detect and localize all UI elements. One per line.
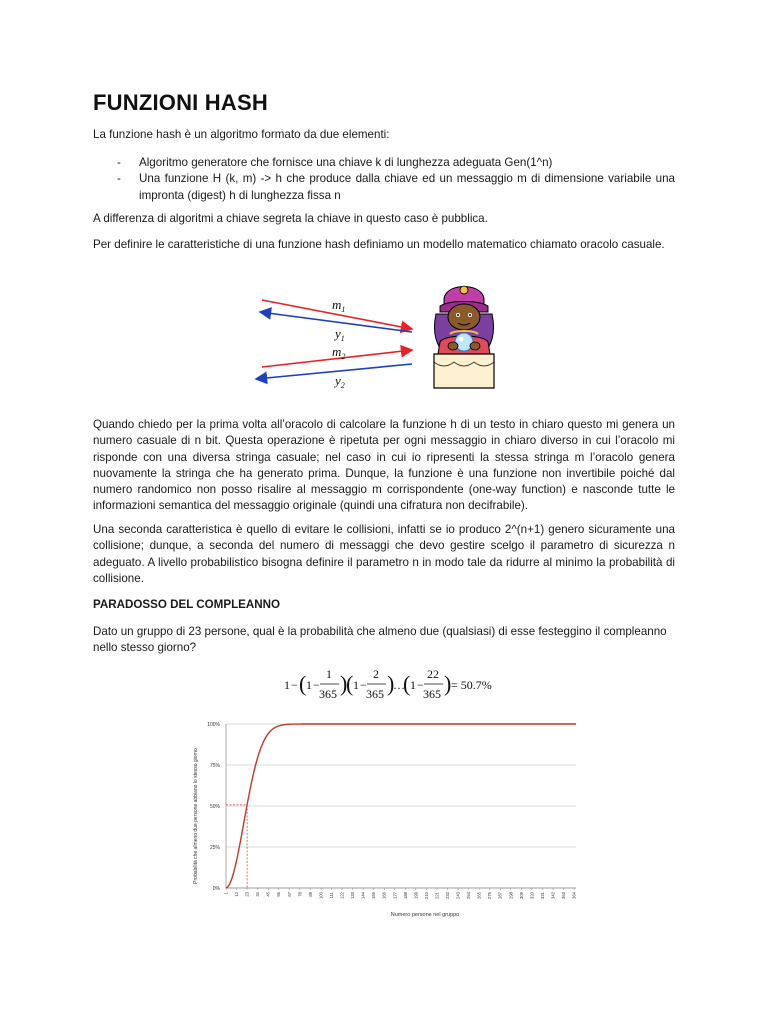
y-tick-label: 25% xyxy=(209,845,220,851)
x-tick-label: 144 xyxy=(360,892,366,899)
random-oracle-diagram xyxy=(250,272,510,394)
page-title: FUNZIONI HASH xyxy=(93,90,268,115)
formula-paren-open: ( xyxy=(299,671,307,696)
label-y1: $y_1$ xyxy=(335,326,345,343)
x-tick-label: 1 xyxy=(223,892,229,895)
x-tick-label: 232 xyxy=(445,892,451,899)
x-tick-label: 23 xyxy=(244,892,250,897)
x-tick-label: 166 xyxy=(381,892,387,899)
y-tick-label: 75% xyxy=(209,763,220,769)
y-axis-label: Probabilità che almeno due persone abbiano lo stesso giorno xyxy=(193,748,199,884)
x-tick-label: 34 xyxy=(255,892,261,897)
x-tick-label: 89 xyxy=(307,892,313,897)
formula-minus-3: − xyxy=(417,678,424,692)
x-tick-label: 276 xyxy=(487,892,493,899)
birthday-formula xyxy=(282,664,492,706)
element-list xyxy=(93,155,675,204)
y-tick-label: 100% xyxy=(207,722,220,728)
response-2-arrow xyxy=(256,364,412,379)
x-tick-label: 309 xyxy=(518,892,524,899)
x-tick-label: 210 xyxy=(423,892,429,899)
x-tick-label: 298 xyxy=(508,892,514,899)
formula-minus-inner: − xyxy=(313,678,320,692)
formula-numerator-1: 1 xyxy=(326,667,332,681)
x-tick-label: 331 xyxy=(539,892,545,899)
formula-numerator-2: 2 xyxy=(373,667,379,681)
x-tick-label: 12 xyxy=(234,892,240,897)
label-y2: $y_2$ xyxy=(335,373,345,390)
x-tick-label: 122 xyxy=(339,892,345,899)
oracle-paragraph: Per definire le caratteristiche di una funzione hash definiamo un modello matematico chiamato oracolo casuale. xyxy=(93,238,665,251)
x-tick-label: 364 xyxy=(571,892,577,899)
x-tick-label: 320 xyxy=(529,892,535,899)
x-tick-label: 111 xyxy=(328,892,334,899)
formula-denominator-2: 365 xyxy=(366,687,384,701)
formula-one-2: 1 xyxy=(353,678,359,692)
formula-dots: … xyxy=(393,678,405,692)
x-tick-label: 199 xyxy=(413,892,419,899)
section-heading-paradox: PARADOSSO DEL COMPLEANNO xyxy=(93,598,281,611)
formula-paren-close-2: ) xyxy=(387,671,395,696)
formula-one-3: 1 xyxy=(410,678,416,692)
public-key-paragraph: A differenza di algoritmi a chiave segreta la chiave in questo caso è pubblica. xyxy=(93,212,488,225)
formula-paren-close: ) xyxy=(340,671,348,696)
question-paragraph: Dato un gruppo di 23 persone, qual è la probabilità che almeno due (qualsiasi) di esse festeggino il compleanno nello stesso giorno? xyxy=(93,625,667,655)
x-tick-label: 155 xyxy=(371,892,377,899)
y-tick-label: 50% xyxy=(209,804,220,810)
formula-minus-2: − xyxy=(360,678,367,692)
dash-bullet: - xyxy=(117,156,121,169)
formula-paren-close-3: ) xyxy=(444,671,452,696)
formula-result: = 50.7% xyxy=(451,678,492,692)
intro-paragraph: La funzione hash è un algoritmo formato da due elementi: xyxy=(93,128,390,141)
formula-paren-open-2: ( xyxy=(346,671,354,696)
formula-numerator-3: 22 xyxy=(427,667,439,681)
list-item-text: Una funzione H (k, m) -> h che produce dalla chiave ed un messaggio m di dimensione variabile una impronta (digest) h di lunghezza fissa n xyxy=(139,172,675,202)
list-item xyxy=(93,155,675,171)
random-oracle-paragraph: Quando chiedo per la prima volta all’oracolo di calcolare la funzione h di un testo in chiaro questo mi genera un numero casuale di n bit. Questa operazione è ripetuta per ogni messaggio in chiaro diverso in cui l’oracolo mi risponde con una diversa stringa casuale; nel caso in cui io ripresenti la stessa stringa m l’oracolo genera nuovamente la stringa che ha generato prima. Dunque, la funzione è una funzione non invertibile poiché dal numero randomico non posso risalire al messaggio m corrispondente (one-way function) e nasconde tutte le informazioni semantica del messaggio originale (quindi una cifratura non decifrabile). xyxy=(93,418,675,513)
x-tick-label: 133 xyxy=(350,892,356,899)
list-item xyxy=(93,171,675,204)
x-tick-label: 243 xyxy=(455,892,461,899)
formula-paren-open-3: ( xyxy=(403,671,411,696)
formula-denominator-3: 365 xyxy=(423,687,441,701)
formula-one-inner: 1 xyxy=(306,678,312,692)
x-tick-label: 100 xyxy=(318,892,324,899)
x-tick-label: 177 xyxy=(392,892,398,899)
birthday-paradox-chart xyxy=(190,716,582,920)
x-tick-label: 342 xyxy=(550,892,556,899)
formula-denominator-1: 365 xyxy=(319,687,337,701)
x-tick-label: 221 xyxy=(434,892,440,899)
x-tick-label: 67 xyxy=(286,892,292,897)
x-tick-label: 78 xyxy=(297,892,303,897)
x-tick-label: 45 xyxy=(265,892,271,897)
x-axis-label: Numero persone nel gruppo xyxy=(390,912,460,918)
x-tick-label: 353 xyxy=(561,892,567,899)
label-m1: $m_1$ xyxy=(332,297,346,314)
x-tick-label: 265 xyxy=(476,892,482,899)
oracle-fortune-teller-icon xyxy=(434,286,494,388)
y-tick-label: 0% xyxy=(212,886,220,892)
collision-paragraph: Una seconda caratteristica è quello di evitare le collisioni, infatti se io produco 2^(n+1) genero sicuramente una collisione; dunque, a seconda del numero di messaggi che devo gestire scelgo il parametro di sicurezza n adeguato. A livello probabilistico bisogna definire il parametro n in modo tale da ridurre al minimo la probabilità di collisione. xyxy=(93,523,675,585)
label-m2: $m_2$ xyxy=(332,344,346,361)
x-tick-label: 188 xyxy=(402,892,408,899)
formula-one: 1 xyxy=(284,678,290,692)
x-tick-label: 287 xyxy=(497,892,503,899)
formula-minus: − xyxy=(291,678,298,692)
x-tick-label: 254 xyxy=(466,892,472,899)
dash-bullet: - xyxy=(117,172,121,186)
list-item-text: Algoritmo generatore che fornisce una chiave k di lunghezza adeguata Gen(1^n) xyxy=(139,156,553,169)
x-tick-label: 56 xyxy=(276,892,282,897)
